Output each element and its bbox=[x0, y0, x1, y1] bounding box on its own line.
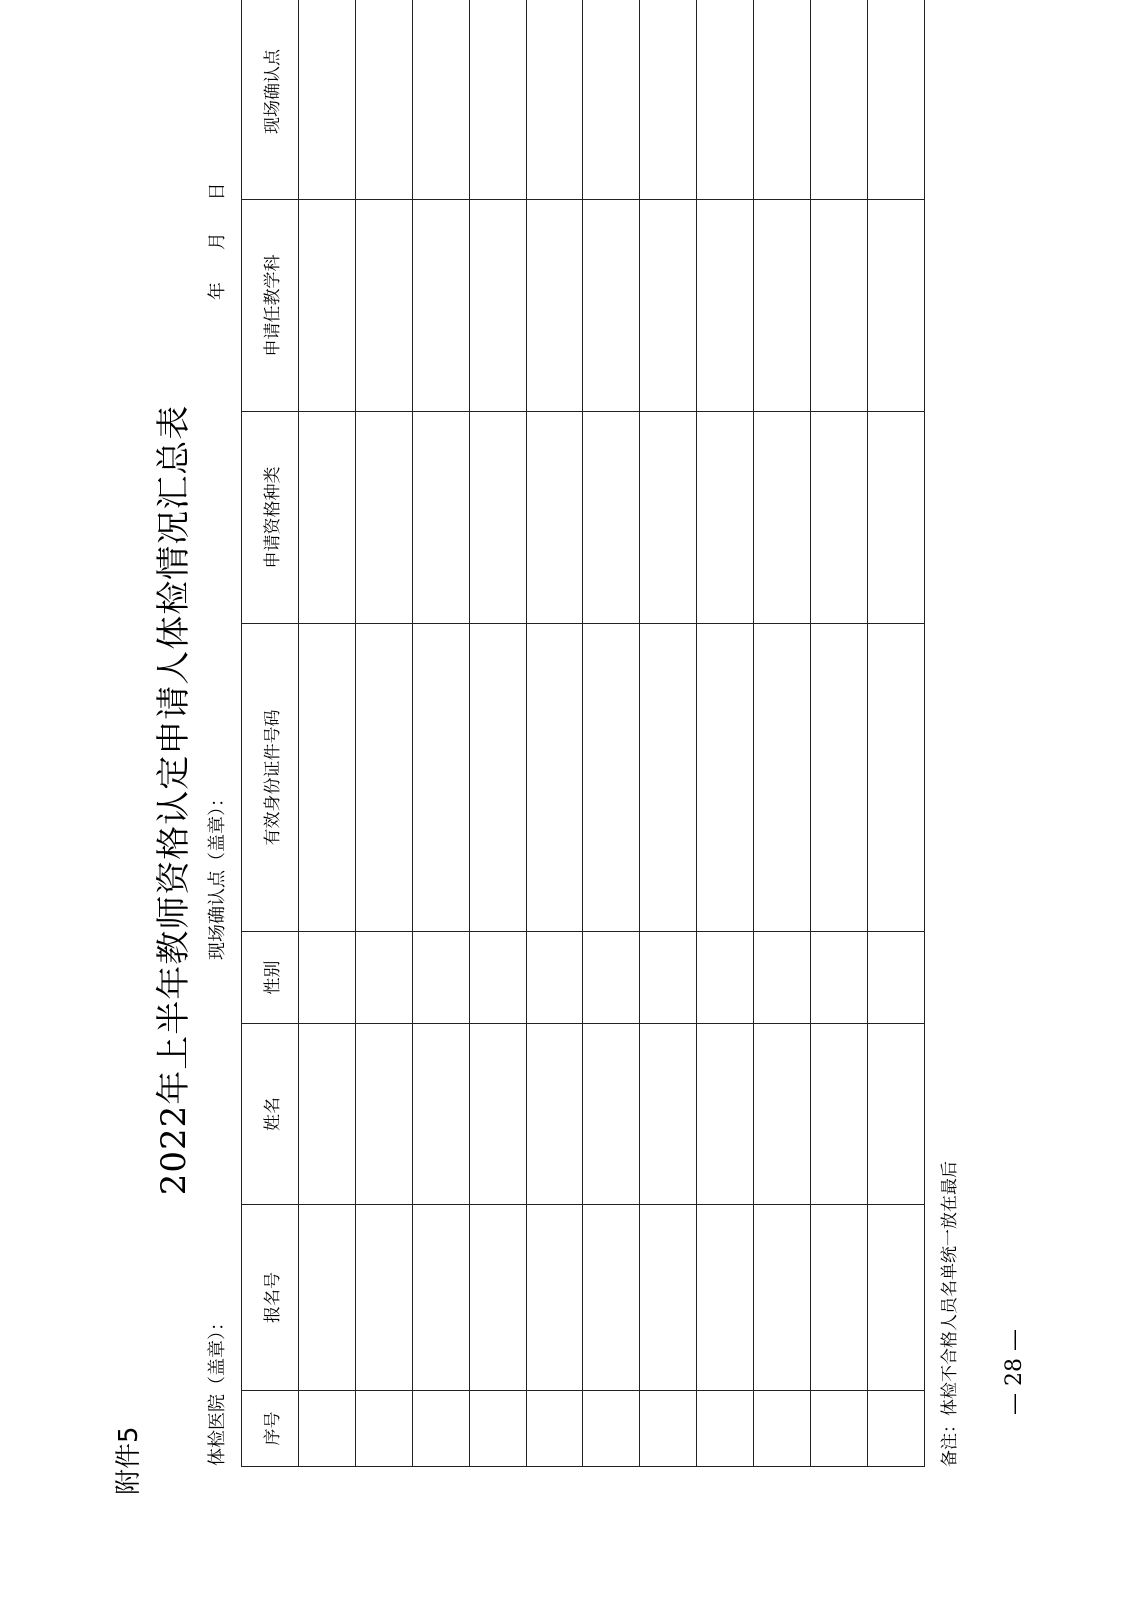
table-cell bbox=[412, 624, 469, 932]
table-row bbox=[526, 0, 583, 1467]
table-cell bbox=[355, 932, 412, 1024]
table-cell bbox=[412, 1205, 469, 1391]
table-cell bbox=[867, 200, 924, 412]
table-row bbox=[640, 0, 697, 1467]
table-row bbox=[583, 0, 640, 1467]
table-cell bbox=[355, 0, 412, 200]
date-year-label: 年 bbox=[207, 282, 228, 300]
table-cell bbox=[640, 1391, 697, 1467]
table-cell bbox=[412, 932, 469, 1024]
table-cell bbox=[526, 200, 583, 412]
table-cell bbox=[697, 1205, 754, 1391]
table-cell bbox=[469, 624, 526, 932]
table-cell bbox=[355, 1205, 412, 1391]
table-cell bbox=[811, 200, 868, 412]
column-header-serial: 序号 bbox=[242, 1391, 299, 1467]
table-cell bbox=[867, 932, 924, 1024]
table-cell bbox=[299, 412, 356, 624]
table-cell bbox=[299, 0, 356, 200]
table-cell bbox=[355, 200, 412, 412]
table-cell bbox=[867, 0, 924, 200]
table-cell bbox=[697, 932, 754, 1024]
column-header-teaching-subject: 申请任教学科 bbox=[242, 200, 299, 412]
table-cell bbox=[412, 1391, 469, 1467]
table-cell bbox=[299, 200, 356, 412]
table-cell bbox=[640, 0, 697, 200]
table-row bbox=[697, 0, 754, 1467]
table-row bbox=[355, 0, 412, 1467]
table-cell bbox=[811, 0, 868, 200]
table-cell bbox=[867, 1024, 924, 1205]
table-cell bbox=[469, 1024, 526, 1205]
table-cell bbox=[583, 932, 640, 1024]
table-cell bbox=[754, 1205, 811, 1391]
table-cell bbox=[754, 0, 811, 200]
table-header-row bbox=[242, 0, 299, 1467]
table-cell bbox=[583, 1391, 640, 1467]
table-cell bbox=[697, 0, 754, 200]
table-cell bbox=[697, 624, 754, 932]
hospital-seal-label: 体检医院（盖章）： bbox=[207, 1313, 228, 1466]
table-cell bbox=[640, 200, 697, 412]
table-cell bbox=[583, 200, 640, 412]
table-cell bbox=[526, 1205, 583, 1391]
table-cell bbox=[355, 1391, 412, 1467]
table-body bbox=[299, 0, 925, 1467]
table-cell bbox=[697, 200, 754, 412]
attachment-label: 附件5 bbox=[114, 1426, 144, 1495]
table-cell bbox=[355, 412, 412, 624]
table-cell bbox=[640, 1205, 697, 1391]
table-cell bbox=[811, 412, 868, 624]
table-cell bbox=[299, 1205, 356, 1391]
table-cell bbox=[583, 1024, 640, 1205]
column-header-confirmation-site: 现场确认点 bbox=[242, 0, 299, 200]
table-cell bbox=[526, 412, 583, 624]
footnote: 备注：体检不合格人员名单统一放在最后 bbox=[940, 1161, 960, 1467]
table-cell bbox=[469, 200, 526, 412]
table-cell bbox=[754, 412, 811, 624]
table-cell bbox=[640, 412, 697, 624]
table-row bbox=[811, 0, 868, 1467]
table-cell bbox=[697, 412, 754, 624]
table-cell bbox=[299, 1024, 356, 1205]
column-header-id-number: 有效身份证件号码 bbox=[242, 624, 299, 932]
table-cell bbox=[526, 1391, 583, 1467]
table-cell bbox=[811, 932, 868, 1024]
table-cell bbox=[583, 1205, 640, 1391]
table-row bbox=[867, 0, 924, 1467]
table-cell bbox=[867, 1205, 924, 1391]
table-cell bbox=[299, 1391, 356, 1467]
table-cell bbox=[469, 1205, 526, 1391]
table-row bbox=[412, 0, 469, 1467]
table-cell bbox=[583, 412, 640, 624]
table-cell bbox=[811, 1205, 868, 1391]
table-cell bbox=[754, 1391, 811, 1467]
table-cell bbox=[640, 932, 697, 1024]
table-cell bbox=[526, 932, 583, 1024]
table-cell bbox=[526, 1024, 583, 1205]
date-month-label: 月 bbox=[207, 232, 228, 251]
table-row bbox=[299, 0, 356, 1467]
column-header-gender: 性别 bbox=[242, 932, 299, 1024]
table-cell bbox=[412, 1024, 469, 1205]
table-cell bbox=[867, 1391, 924, 1467]
table-cell bbox=[355, 624, 412, 932]
table-cell bbox=[754, 624, 811, 932]
table-cell bbox=[469, 1391, 526, 1467]
column-header-registration-number: 报名号 bbox=[242, 1205, 299, 1391]
table-cell bbox=[811, 1024, 868, 1205]
table-cell bbox=[526, 0, 583, 200]
date-line bbox=[203, 183, 229, 300]
table-cell bbox=[412, 0, 469, 200]
table-row bbox=[469, 0, 526, 1467]
summary-table bbox=[241, 0, 925, 1467]
column-header-name: 姓名 bbox=[242, 1024, 299, 1205]
table-cell bbox=[526, 624, 583, 932]
table-cell bbox=[754, 932, 811, 1024]
table-cell bbox=[355, 1024, 412, 1205]
date-day-label: 日 bbox=[207, 182, 228, 201]
document-title: 2022年上半年教师资格认定申请人体检情况汇总表 bbox=[154, 404, 194, 1196]
table-cell bbox=[583, 0, 640, 200]
table-cell bbox=[867, 624, 924, 932]
table-cell bbox=[697, 1391, 754, 1467]
table-cell bbox=[754, 1024, 811, 1205]
table-cell bbox=[299, 932, 356, 1024]
table-cell bbox=[867, 412, 924, 624]
site-seal-label: 现场确认点（盖章）： bbox=[207, 789, 228, 960]
table-cell bbox=[640, 1024, 697, 1205]
table-cell bbox=[640, 624, 697, 932]
table-cell bbox=[412, 200, 469, 412]
table-cell bbox=[754, 200, 811, 412]
page-number: — 28 — bbox=[1002, 1329, 1027, 1415]
table-cell bbox=[469, 412, 526, 624]
table-cell bbox=[469, 0, 526, 200]
table-cell bbox=[583, 624, 640, 932]
table-cell bbox=[299, 624, 356, 932]
table-cell bbox=[412, 412, 469, 624]
table-cell bbox=[469, 932, 526, 1024]
table-cell bbox=[697, 1024, 754, 1205]
column-header-qualification-type: 申请资格种类 bbox=[242, 412, 299, 624]
table-cell bbox=[811, 1391, 868, 1467]
table-cell bbox=[811, 624, 868, 932]
table-row bbox=[754, 0, 811, 1467]
